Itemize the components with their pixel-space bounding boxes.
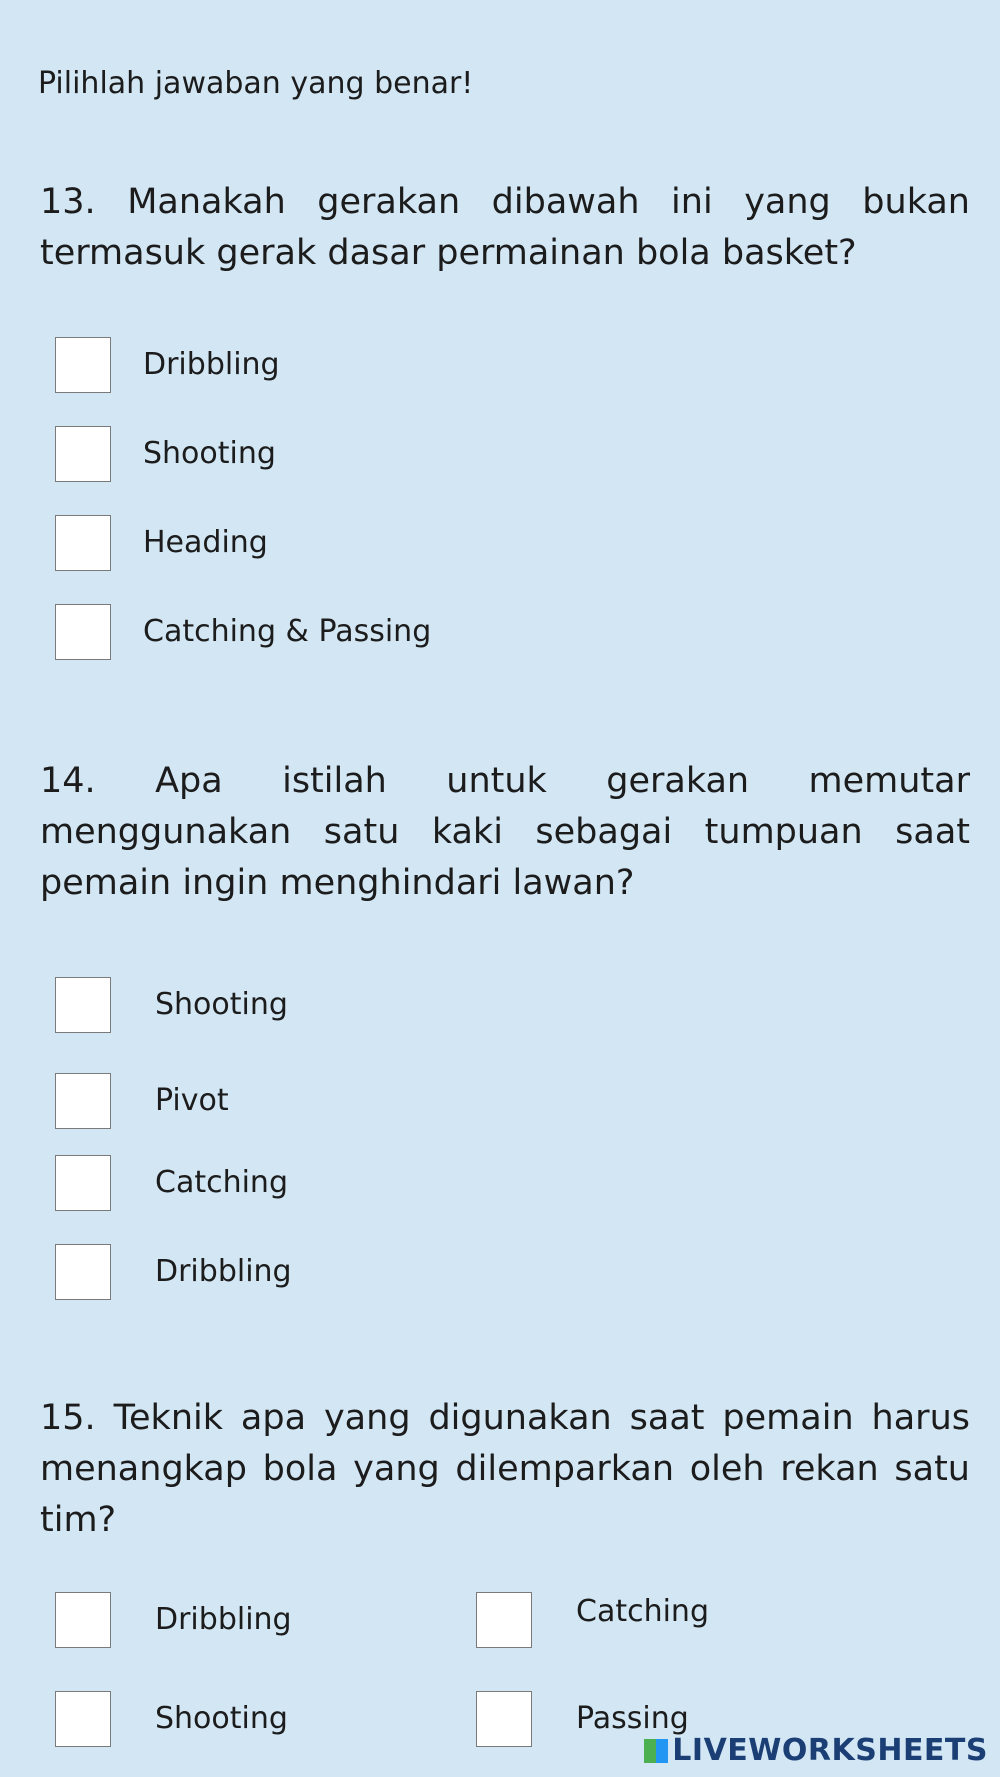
q13-option-2-label: Shooting bbox=[143, 436, 276, 471]
question-13-text: 13. Manakah gerakan dibawah ini yang bukan termasuk gerak dasar permainan bola basket? bbox=[40, 182, 970, 273]
q14-option-1-label: Shooting bbox=[155, 987, 288, 1022]
q14-option-2-checkbox[interactable] bbox=[55, 1073, 111, 1129]
liveworksheets-logo bbox=[644, 1733, 988, 1768]
q13-option-2-checkbox[interactable] bbox=[55, 426, 111, 482]
question-15-text: 15. Teknik apa yang digunakan saat pemain harus menangkap bola yang dilemparkan oleh rekan satu tim? bbox=[40, 1398, 970, 1540]
q14-option-4-checkbox[interactable] bbox=[55, 1244, 111, 1300]
q15-option-1-label: Dribbling bbox=[155, 1602, 292, 1637]
q13-option-3-label: Heading bbox=[143, 525, 268, 560]
q13-option-1-checkbox[interactable] bbox=[55, 337, 111, 393]
brand-text: LIVEWORKSHEETS bbox=[672, 1733, 988, 1768]
q13-option-4-checkbox[interactable] bbox=[55, 604, 111, 660]
q15-option-2-label: Catching bbox=[576, 1594, 709, 1629]
q14-option-2-label: Pivot bbox=[155, 1083, 229, 1118]
q15-option-1-checkbox[interactable] bbox=[55, 1592, 111, 1648]
q13-option-1-label: Dribbling bbox=[143, 347, 280, 382]
q14-option-4-label: Dribbling bbox=[155, 1254, 292, 1289]
q14-option-1-checkbox[interactable] bbox=[55, 977, 111, 1033]
q15-option-4-checkbox[interactable] bbox=[476, 1691, 532, 1747]
q15-option-2-checkbox[interactable] bbox=[476, 1592, 532, 1648]
liveworksheets-logo-icon bbox=[644, 1739, 668, 1763]
q15-option-4-label: Passing bbox=[576, 1701, 689, 1736]
q15-option-3-label: Shooting bbox=[155, 1701, 288, 1736]
q14-option-3-label: Catching bbox=[155, 1165, 288, 1200]
q13-option-4-label: Catching & Passing bbox=[143, 614, 432, 649]
instruction-text: Pilihlah jawaban yang benar! bbox=[38, 66, 474, 101]
q15-option-3-checkbox[interactable] bbox=[55, 1691, 111, 1747]
q13-option-3-checkbox[interactable] bbox=[55, 515, 111, 571]
question-14-text: 14. Apa istilah untuk gerakan memutar menggunakan satu kaki sebagai tumpuan saat pemain ingin menghindari lawan? bbox=[40, 761, 970, 903]
q14-option-3-checkbox[interactable] bbox=[55, 1155, 111, 1211]
